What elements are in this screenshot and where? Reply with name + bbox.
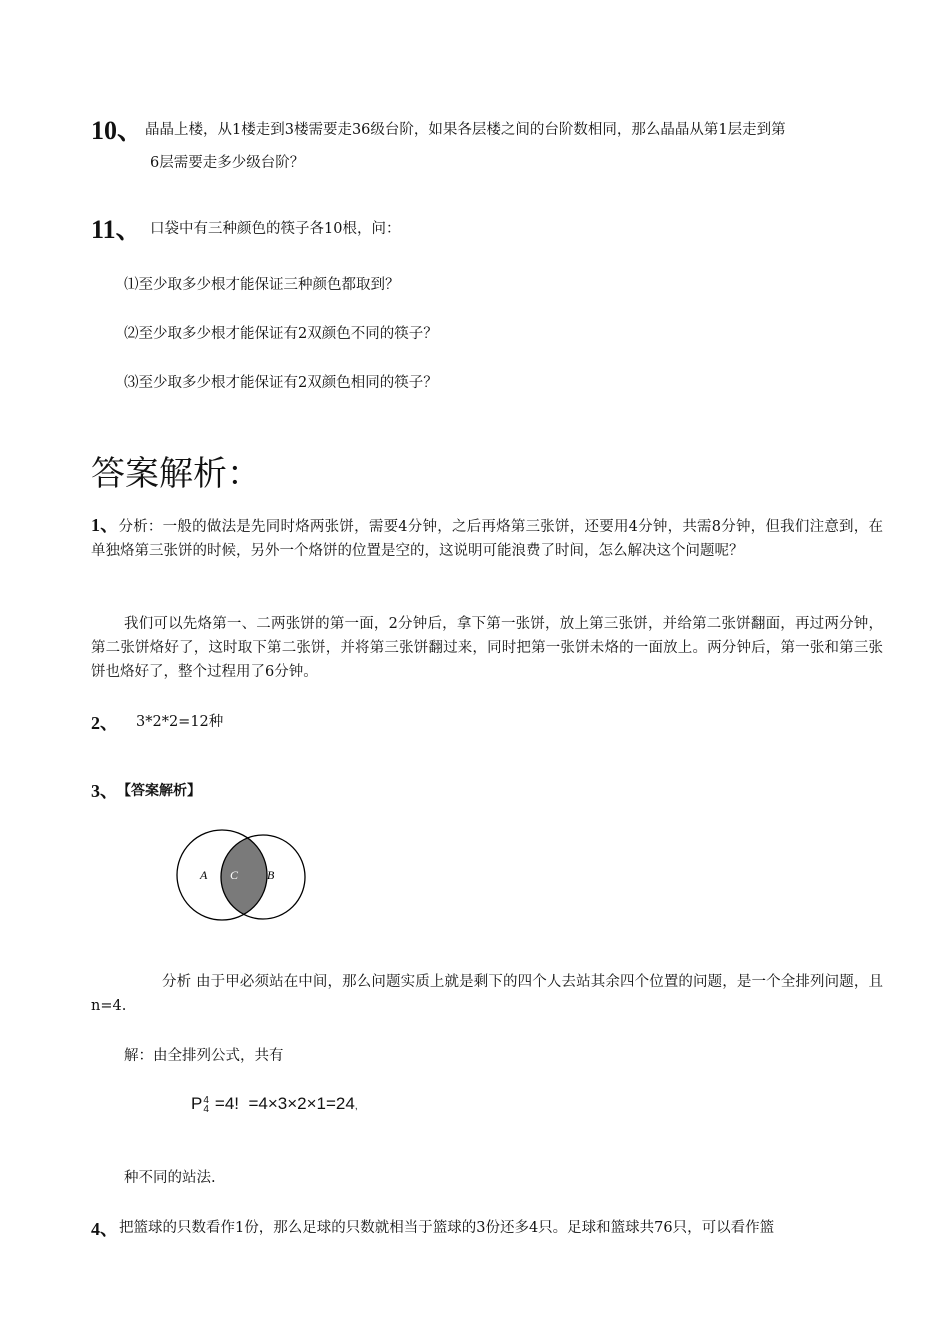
venn-diagram xyxy=(170,828,315,924)
formula-rest: =4! =4×3×2×1=24 xyxy=(214,1094,355,1113)
venn-label-b: B xyxy=(267,868,275,882)
formula-sup: 4 xyxy=(203,1094,209,1106)
answer-1-paragraph-2: 我们可以先烙第一、二两张饼的第一面，2分钟后，拿下第一张饼，放上第三张饼，并给第二张饼翻面，再过两分钟，第二张饼烙好了，这时取下第二张饼，并将第三张饼翻过来，同时把第一张饼未烙的一面放上。两分钟后，第一张和第三张饼也烙好了，整个过程用了6分钟。 xyxy=(91,616,883,680)
question-11-number: 11、 xyxy=(91,215,142,244)
formula-sub: 4 xyxy=(203,1103,209,1115)
answer-3-tail: 种不同的站法. xyxy=(124,1170,216,1186)
answer-3-label: 【答案解析】 xyxy=(117,783,201,799)
answers-heading: 答案解析： xyxy=(91,454,261,494)
answer-2-number: 2、 xyxy=(91,713,118,733)
question-11-sub-3: ⑶至少取多少根才能保证有2双颜色相同的筷子？ xyxy=(124,375,438,391)
question-11-sub-1: ⑴至少取多少根才能保证三种颜色都取到？ xyxy=(124,277,400,293)
question-11-sub-2: ⑵至少取多少根才能保证有2双颜色不同的筷子？ xyxy=(124,326,438,342)
answer-3-solution: 解：由全排列公式，共有 xyxy=(124,1048,284,1064)
answer-2-text: 3*2*2=12种 xyxy=(136,714,224,730)
question-10-number: 10、 xyxy=(91,116,144,145)
answer-4-text: 把篮球的只数看作1份，那么足球的只数就相当于篮球的3份还多4只。足球和篮球共76只，可以看作篮 xyxy=(119,1220,775,1236)
answer-4-number: 4、 xyxy=(91,1219,118,1239)
permutation-formula xyxy=(191,1094,358,1114)
question-10-text-line1: 晶晶上楼，从1楼走到3楼需要走36级台阶，如果各层楼之间的台阶数相同，那么晶晶从第1层走到第 xyxy=(145,122,786,138)
question-10-text-line2: 6层需要走多少级台阶？ xyxy=(150,155,305,171)
venn-label-a: A xyxy=(200,868,208,882)
answer-3-analysis: 分析 由于甲必须站在中间，那么问题实质上就是剩下的四个人去站其余四个位置的问题，是一个全排列问题，且n=4. xyxy=(91,974,883,1014)
answer-1-paragraph-1 xyxy=(91,513,883,563)
formula-comma: , xyxy=(354,1101,358,1112)
formula-p: P xyxy=(191,1094,203,1113)
question-11-text: 口袋中有三种颜色的筷子各10根，问： xyxy=(150,221,401,237)
venn-label-c: C xyxy=(230,868,239,882)
answer-3-number: 3、 xyxy=(91,781,118,801)
answer-1-number: 1、 xyxy=(91,515,119,535)
answer-1-text: 分析：一般的做法是先同时烙两张饼，需要4分钟，之后再烙第三张饼，还要用4分钟，共需8分钟，但我们注意到，在单独烙第三张饼的时候，另外一个烙饼的位置是空的，这说明可能浪费了时间，怎么解决这个问题呢？ xyxy=(91,519,884,559)
